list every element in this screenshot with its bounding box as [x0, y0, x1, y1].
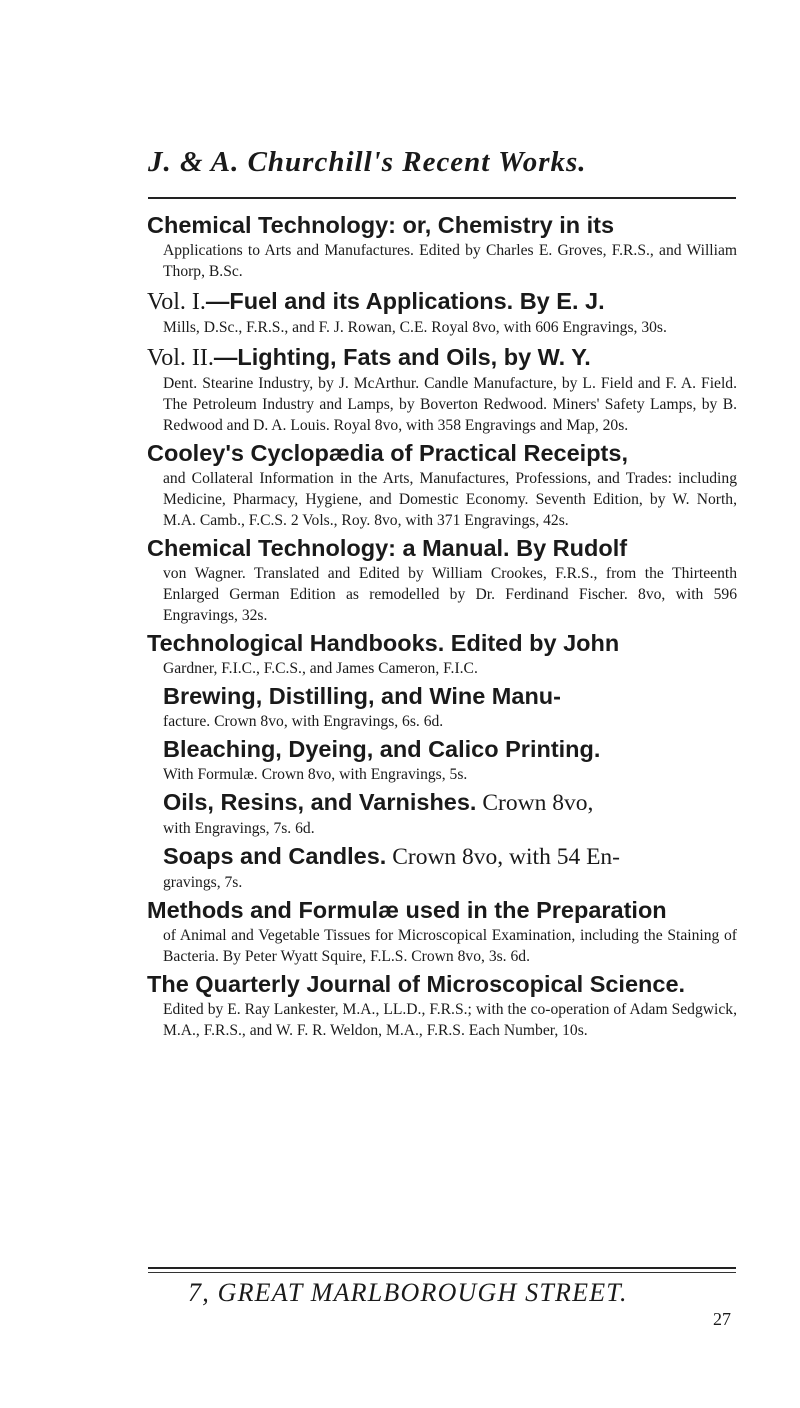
- footer-rule: [148, 1267, 736, 1269]
- catalogue-entry: [147, 787, 737, 839]
- header-rule: [148, 197, 736, 199]
- catalogue-entry: [147, 342, 737, 436]
- catalogue-entry: [147, 286, 737, 338]
- entry-body: Dent. Stearine Industry, by J. McArthur. Candle Manufacture, by L. Field and F. A. Field. The Petroleum Industry and Lamps, by Boverton Redwood. Miners' Safety Lamps, by B. Redwood and D. A. Louis. Royal 8vo, with 358 Engravings and Map, 20s.: [163, 375, 737, 434]
- entry-heading: Soaps and Candles. Crown 8vo, with 54 En-: [163, 843, 620, 870]
- catalogue-entry: [147, 681, 737, 732]
- entry-heading: Technological Handbooks. Edited by John: [147, 630, 620, 656]
- entry-body: facture. Crown 8vo, with Engravings, 6s. 6d.: [163, 713, 444, 730]
- entry-heading: Vol. I.—Fuel and its Applications. By E. J.: [147, 288, 605, 315]
- entry-heading: Oils, Resins, and Varnishes. Crown 8vo,: [163, 789, 594, 816]
- catalogue-list: [147, 210, 737, 1041]
- entry-heading: Cooley's Cyclopædia of Practical Receipts,: [147, 440, 628, 466]
- catalogue-entry: [147, 628, 737, 679]
- catalogue-entry: [147, 841, 737, 893]
- entry-body: with Engravings, 7s. 6d.: [163, 820, 315, 837]
- catalogue-entry: [147, 895, 737, 967]
- entry-heading: Methods and Formulæ used in the Preparation: [147, 897, 667, 923]
- entry-body: and Collateral Information in the Arts, Manufactures, Professions, and Trades: including Medicine, Pharmacy, Hygiene, and Domestic Economy. Seventh Edition, by W. North, M.A. Camb., F.C.S. 2 Vols., Roy. 8vo, with 371 Engravings, 42s.: [163, 470, 737, 529]
- footer-rule: [148, 1272, 736, 1273]
- catalogue-entry: [147, 734, 737, 785]
- entry-heading: Bleaching, Dyeing, and Calico Printing.: [163, 736, 601, 762]
- volume-label: Vol. II.: [147, 345, 214, 371]
- catalogue-entry: [147, 533, 737, 626]
- entry-body: Mills, D.Sc., F.R.S., and F. J. Rowan, C.E. Royal 8vo, with 606 Engravings, 30s.: [163, 319, 667, 336]
- entry-body: Gardner, F.I.C., F.C.S., and James Cameron, F.I.C.: [163, 660, 478, 677]
- entry-heading: Vol. II.—Lighting, Fats and Oils, by W. Y.: [147, 344, 591, 371]
- running-head: J. & A. Churchill's Recent Works.: [148, 146, 587, 178]
- entry-body: Edited by E. Ray Lankester, M.A., LL.D., F.R.S.; with the co-operation of Adam Sedgwick, M.A., F.R.S., and W. F. R. Weldon, M.A., F.R.S. Each Number, 10s.: [163, 1001, 737, 1039]
- publisher-address: 7, GREAT MARLBOROUGH STREET.: [188, 1278, 628, 1307]
- catalogue-entry: [147, 438, 737, 531]
- entry-heading: Chemical Technology: a Manual. By Rudolf: [147, 535, 628, 561]
- page-number: 27: [713, 1309, 731, 1329]
- entry-body: of Animal and Vegetable Tissues for Microscopical Examination, including the Staining of Bacteria. By Peter Wyatt Squire, F.L.S. Crown 8vo, 3s. 6d.: [163, 927, 737, 965]
- entry-body: With Formulæ. Crown 8vo, with Engravings, 5s.: [163, 766, 468, 783]
- entry-heading: Brewing, Distilling, and Wine Manu-: [163, 683, 561, 709]
- entry-heading: Chemical Technology: or, Chemistry in its: [147, 212, 615, 238]
- entry-body: von Wagner. Translated and Edited by William Crookes, F.R.S., from the Thirteenth Enlarged German Edition as remodelled by Dr. Ferdinand Fischer. 8vo, with 596 Engravings, 32s.: [163, 565, 737, 624]
- catalogue-entry: [147, 210, 737, 282]
- volume-label: Vol. I.: [147, 289, 206, 315]
- entry-body: Applications to Arts and Manufactures. Edited by Charles E. Groves, F.R.S., and William Thorp, B.Sc.: [163, 242, 737, 280]
- entry-heading: The Quarterly Journal of Microscopical Science.: [147, 971, 686, 997]
- catalogue-entry: [147, 969, 737, 1041]
- entry-body: gravings, 7s.: [163, 874, 243, 891]
